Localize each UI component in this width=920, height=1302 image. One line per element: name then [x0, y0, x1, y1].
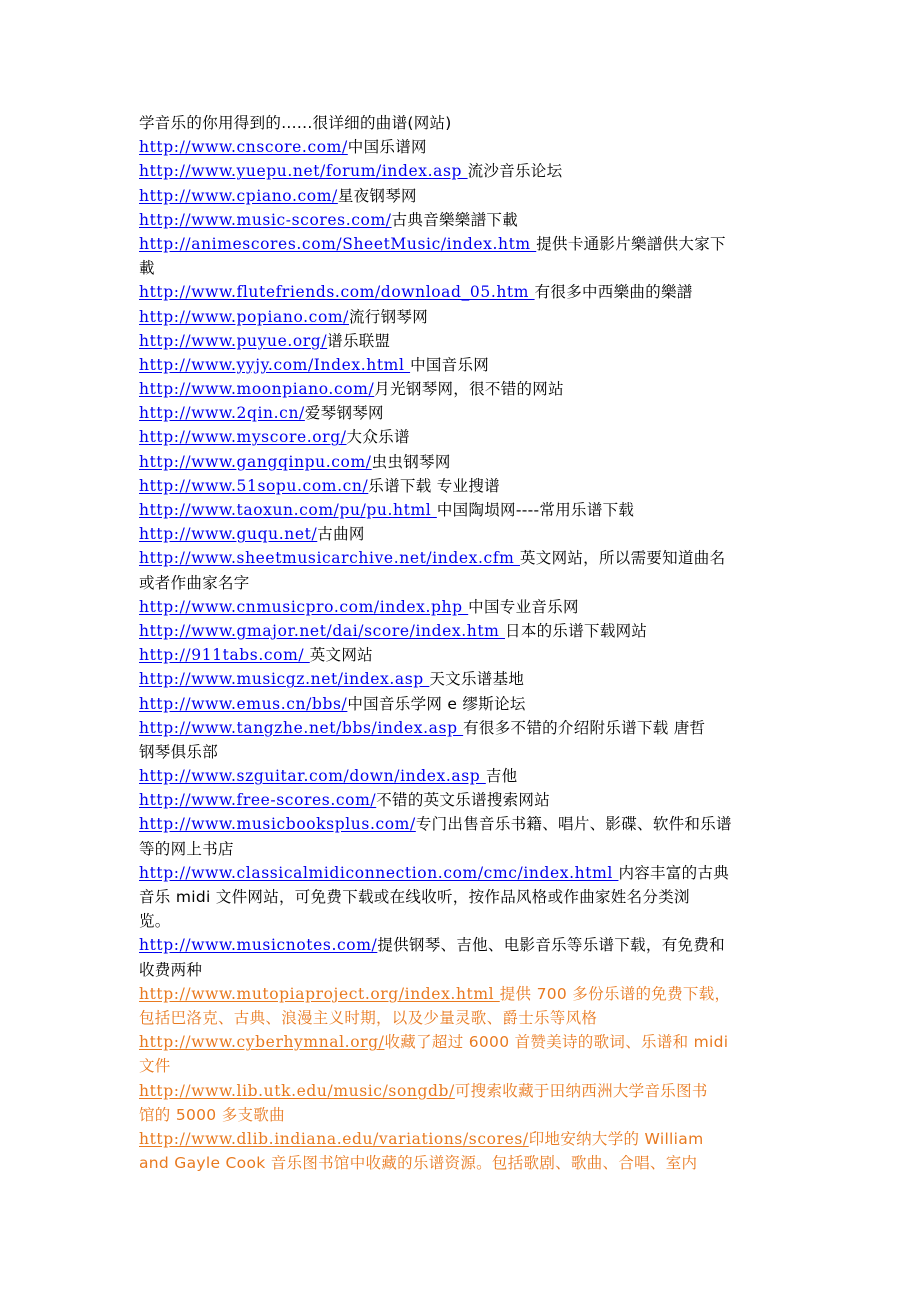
list-item: [139, 1079, 783, 1103]
site-description: 中国音乐学网 e 缪斯论坛: [347, 694, 526, 713]
site-description: 虫虫钢琴网: [371, 452, 451, 471]
site-description: 爱琴钢琴网: [304, 404, 384, 423]
site-description: 古曲网: [317, 525, 365, 544]
site-description: 谱乐联盟: [327, 331, 391, 350]
list-item: [139, 305, 783, 329]
list-item: [139, 764, 783, 788]
list-item: [139, 498, 783, 522]
site-description: 收藏了超过 6000 首赞美诗的歌词、乐谱和 midi: [384, 1033, 729, 1052]
site-link[interactable]: http://www.yyjy.com/Index.html: [139, 355, 411, 374]
site-description-continued: 包括巴洛克、古典、浪漫主义时期，以及少量灵歌、爵士乐等风格: [139, 1008, 598, 1027]
list-item: [139, 159, 783, 183]
site-link[interactable]: http://www.taoxun.com/pu/pu.html: [139, 501, 437, 519]
site-link[interactable]: http://www.sheetmusicarchive.net/index.cfm: [139, 549, 520, 568]
site-link[interactable]: http://www.guqu.net/: [139, 525, 318, 544]
list-item: [139, 643, 783, 667]
site-link[interactable]: http://www.puyue.org/: [139, 331, 328, 350]
list-item: [139, 377, 783, 401]
site-description: 乐谱下载 专业搜谱: [368, 476, 500, 495]
site-link[interactable]: http://www.yuepu.net/forum/index.asp: [139, 162, 468, 181]
site-link[interactable]: http://www.moonpiano.com/: [139, 380, 375, 399]
site-description-continued: 钢琴俱乐部: [139, 742, 219, 761]
list-item: [139, 1127, 783, 1151]
list-item: [139, 788, 783, 812]
list-item: [139, 474, 783, 498]
site-description: 中国陶埙网----常用乐谱下载: [436, 501, 635, 519]
site-link[interactable]: http://www.dlib.indiana.edu/variations/scores/: [139, 1129, 529, 1148]
site-link[interactable]: http://www.2qin.cn/: [139, 404, 305, 423]
link-list: [139, 135, 783, 1175]
site-link[interactable]: http://911tabs.com/: [139, 646, 310, 665]
site-link[interactable]: http://www.szguitar.com/down/index.asp: [139, 767, 486, 786]
site-description: 可搜索收藏于田纳西洲大学音乐图书: [454, 1081, 708, 1100]
site-description: 中国乐谱网: [347, 138, 427, 157]
site-link[interactable]: http://www.gangqinpu.com/: [139, 452, 372, 471]
site-description-continued: 文件: [139, 1057, 171, 1076]
site-description: 提供钢琴、吉他、电影音乐等乐谱下载，有免费和: [377, 936, 725, 955]
list-item: [139, 401, 783, 425]
site-link[interactable]: http://www.cyberhymnal.org/: [139, 1033, 385, 1052]
site-description: 吉他: [485, 767, 518, 786]
site-description: 英文网站: [309, 646, 373, 665]
site-link[interactable]: http://www.cnmusicpro.com/index.php: [139, 597, 469, 616]
site-description: 天文乐谱基地: [429, 670, 525, 689]
site-description: 古典音樂樂譜下載: [391, 210, 518, 229]
site-description: 中国专业音乐网: [468, 597, 579, 616]
list-item: [139, 184, 783, 208]
site-link[interactable]: http://www.cpiano.com/: [139, 186, 338, 205]
site-link[interactable]: http://www.emus.cn/bbs/: [139, 694, 348, 713]
site-description: 内容丰富的古典: [618, 863, 730, 882]
list-item: [139, 232, 783, 256]
site-link[interactable]: http://www.music-scores.com/: [139, 210, 392, 229]
site-description-continued: 收费两种: [139, 960, 203, 979]
site-description-continued: 等的网上书店: [139, 839, 234, 858]
document-body: [139, 111, 783, 1175]
list-item: [139, 450, 783, 474]
site-description: 日本的乐谱下载网站: [505, 621, 648, 640]
site-description: 流行钢琴网: [349, 307, 429, 326]
list-item: [139, 546, 783, 570]
site-description: 提供 700 多份乐谱的免费下载，: [499, 984, 731, 1003]
site-link[interactable]: http://www.mutopiaproject.org/index.html: [139, 984, 500, 1003]
list-item: [139, 135, 783, 159]
site-description: 专门出售音乐书籍、唱片、影碟、软件和乐谱: [415, 815, 732, 834]
site-link[interactable]: http://www.myscore.org/: [139, 428, 347, 447]
list-item: [139, 619, 783, 643]
site-description: 提供卡通影片樂譜供大家下: [536, 234, 726, 253]
site-link[interactable]: http://www.flutefriends.com/download_05.htm: [139, 283, 535, 302]
site-link[interactable]: http://www.lib.utk.edu/music/songdb/: [139, 1081, 455, 1100]
list-item: [139, 208, 783, 232]
list-item: [139, 861, 783, 885]
list-item: [139, 692, 783, 716]
site-description: 流沙音乐论坛: [467, 162, 563, 181]
list-item: [139, 933, 783, 957]
site-link[interactable]: http://www.classicalmidiconnection.com/cmc/index.html: [139, 863, 619, 882]
site-link[interactable]: http://www.musicgz.net/index.asp: [139, 670, 430, 689]
site-description: 印地安纳大学的 William: [528, 1129, 704, 1148]
site-link[interactable]: http://www.musicbooksplus.com/: [139, 815, 416, 834]
list-item: [139, 982, 783, 1006]
site-description: 大众乐谱: [346, 428, 410, 447]
site-description: 有很多中西樂曲的樂譜: [534, 283, 693, 302]
site-link[interactable]: http://www.51sopu.com.cn/: [139, 476, 369, 495]
site-description: 中国音乐网: [410, 355, 490, 374]
site-description-continued: 音乐 midi 文件网站，可免费下载或在线收听，按作品风格或作曲家姓名分类浏: [139, 888, 690, 906]
list-item: [139, 353, 783, 377]
site-description-continued: 馆的 5000 多支歌曲: [139, 1105, 285, 1124]
list-item: [139, 667, 783, 691]
list-item: [139, 280, 783, 304]
site-link[interactable]: http://www.free-scores.com/: [139, 791, 377, 810]
site-link[interactable]: http://animescores.com/SheetMusic/index.htm: [139, 234, 537, 253]
site-description: 英文网站，所以需要知道曲名: [519, 549, 726, 568]
site-description-continued: and Gayle Cook 音乐图书馆中收藏的乐谱资源。包括歌剧、歌曲、合唱、室内: [139, 1154, 698, 1173]
site-description: 不错的英文乐谱搜索网站: [376, 791, 551, 810]
site-description: 星夜钢琴网: [337, 186, 417, 205]
site-description: 有很多不错的介绍附乐谱下载 唐哲: [463, 718, 706, 737]
site-description-continued: 览。: [139, 912, 171, 931]
site-description: 月光钢琴网，很不错的网站: [374, 380, 564, 399]
document-title: 学音乐的你用得到的......很详细的曲谱(网站): [139, 114, 452, 132]
list-item: [139, 812, 783, 836]
list-item: [139, 595, 783, 619]
list-item: [139, 425, 783, 449]
list-item: [139, 716, 783, 740]
site-link[interactable]: http://www.cnscore.com/: [139, 138, 348, 157]
list-item: [139, 522, 783, 546]
site-link[interactable]: http://www.musicnotes.com/: [139, 936, 378, 955]
list-item: [139, 329, 783, 353]
site-description-continued: 或者作曲家名字: [139, 573, 250, 592]
list-item: [139, 1030, 783, 1054]
site-link[interactable]: http://www.popiano.com/: [139, 307, 349, 326]
site-description-continued: 載: [139, 259, 155, 278]
site-link[interactable]: http://www.gmajor.net/dai/score/index.htm: [139, 621, 506, 640]
site-link[interactable]: http://www.tangzhe.net/bbs/index.asp: [139, 718, 464, 737]
